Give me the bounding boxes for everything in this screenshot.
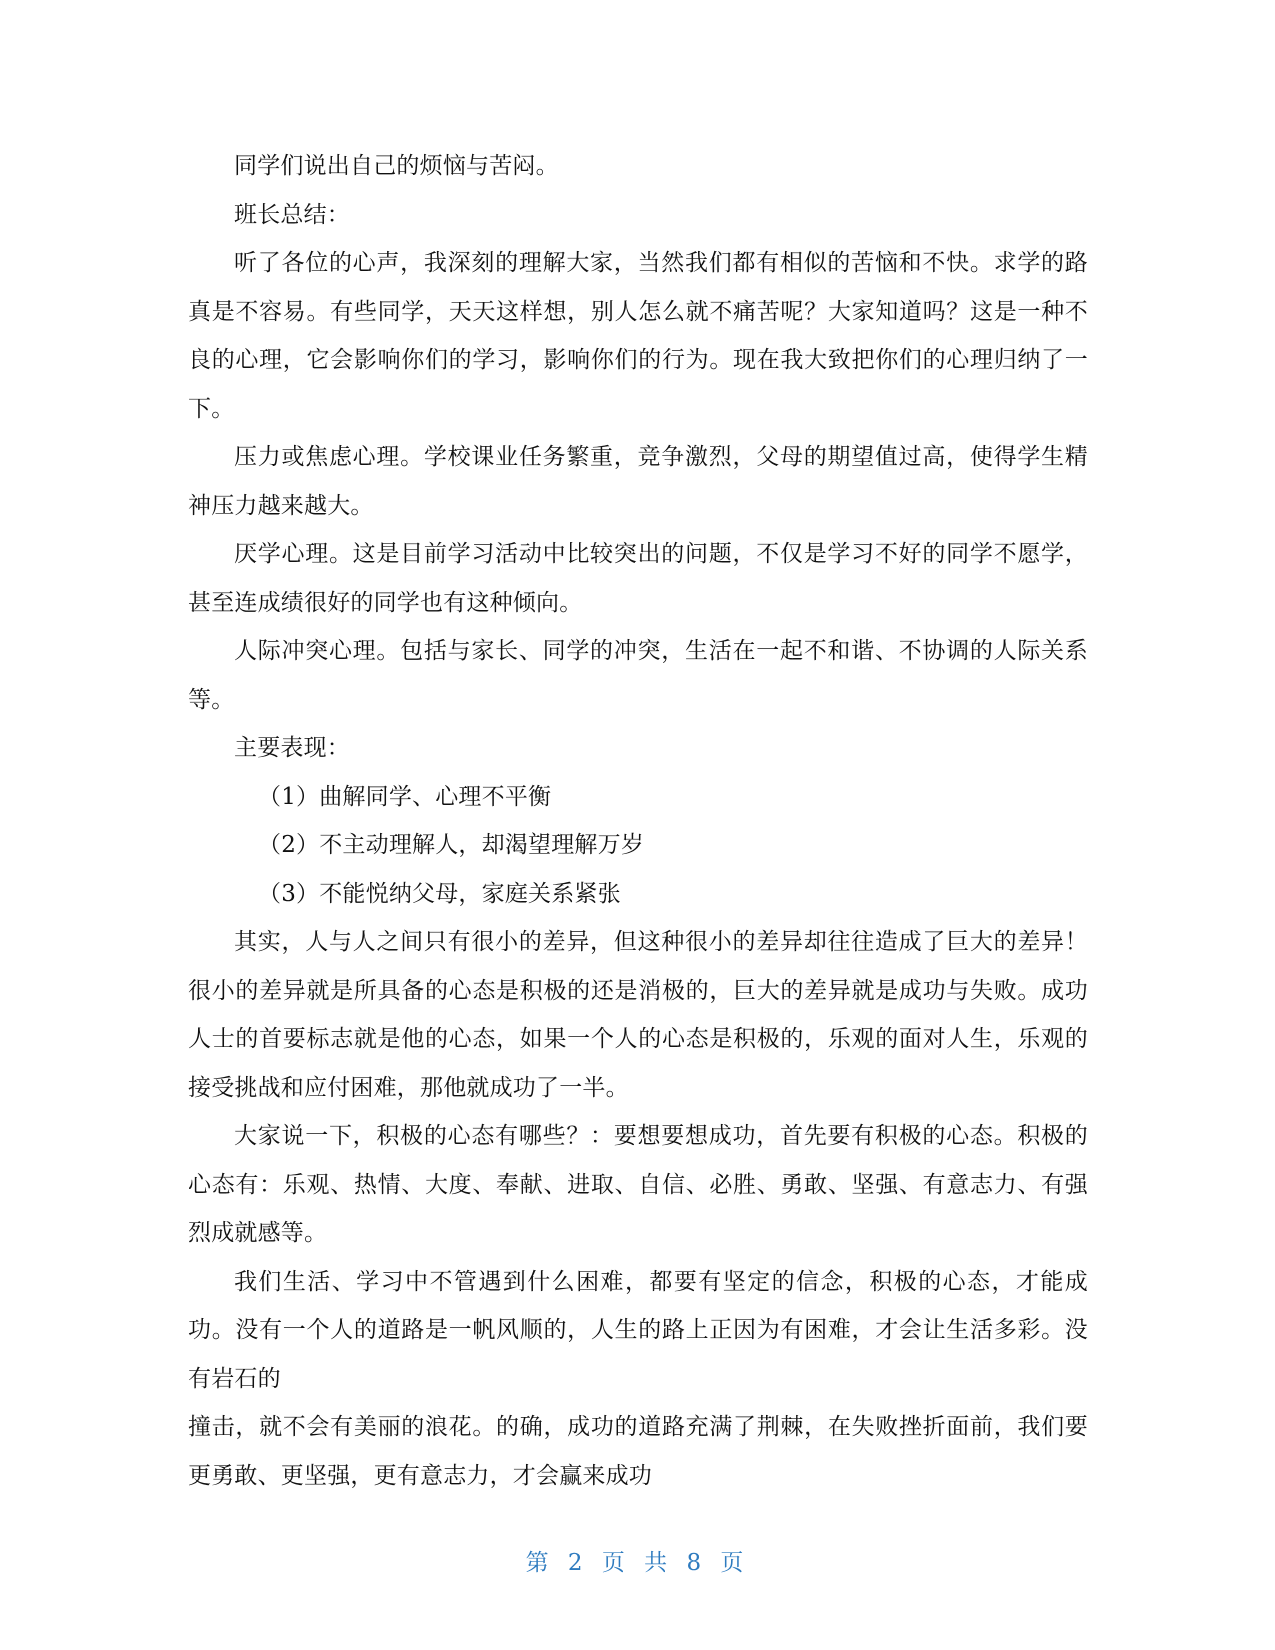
paragraph-continuation: 撞击，就不会有美丽的浪花。的确，成功的道路充满了荆棘，在失败挫折面前，我们要更勇敢、更坚强，更有意志力，才会赢来成功 <box>188 1414 1088 1489</box>
paragraph-understanding: 听了各位的心声，我深刻的理解大家，当然我们都有相似的苦恼和不快。求学的路真是不容易。有些同学，天天这样想，别人怎么就不痛苦呢？大家知道吗？这是一种不良的心理，它会影响你们的学习，影响你们的行为。现在我大致把你们的心理归纳了一下。 <box>188 250 1088 422</box>
paragraph-symptoms-heading: 主要表现： <box>234 735 350 761</box>
paragraph-intro: 同学们说出自己的烦恼与苦闷。 <box>234 153 559 179</box>
page-number-footer: 第 2 页 共 8 页 <box>525 1550 750 1576</box>
list-item: （3）不能悦纳父母，家庭关系紧张 <box>258 880 621 907</box>
paragraph-positive-attitude: 大家说一下，积极的心态有哪些？：要想要想成功，首先要有积极的心态。积极的心态有：乐观、热情、大度、奉献、进取、自信、必胜、勇敢、坚强、有意志力、有强烈成就感等。 <box>188 1123 1088 1246</box>
document-body <box>188 142 1088 1500</box>
paragraph-perseverance: 我们生活、学习中不管遇到什么困难，都要有坚定的信念，积极的心态，才能成功。没有一个人的道路是一帆风顺的，人生的路上正因为有困难，才会让生活多彩。没有岩石的 <box>188 1268 1088 1392</box>
list-item: （2）不主动理解人，却渴望理解万岁 <box>258 832 645 858</box>
paragraph-summary-heading: 班长总结： <box>234 201 350 228</box>
paragraph-pressure: 压力或焦虑心理。学校课业任务繁重，竞争激烈，父母的期望值过高，使得学生精神压力越来越大。 <box>188 444 1088 519</box>
paragraph-conflict: 人际冲突心理。包括与家长、同学的冲突，生活在一起不和谐、不协调的人际关系等。 <box>188 638 1088 713</box>
paragraph-weariness: 厌学心理。这是目前学习活动中比较突出的问题，不仅是学习不好的同学不愿学，甚至连成绩很好的同学也有这种倾向。 <box>188 541 1088 616</box>
list-item: （1）曲解同学、心理不平衡 <box>258 783 552 810</box>
paragraph-difference: 其实，人与人之间只有很小的差异，但这种很小的差异却往往造成了巨大的差异！很小的差异就是所具备的心态是积极的还是消极的，巨大的差异就是成功与失败。成功人士的首要标志就是他的心态，如果一个人的心态是积极的，乐观的面对人生，乐观的接受挑战和应付困难，那他就成功了一半。 <box>188 929 1088 1101</box>
